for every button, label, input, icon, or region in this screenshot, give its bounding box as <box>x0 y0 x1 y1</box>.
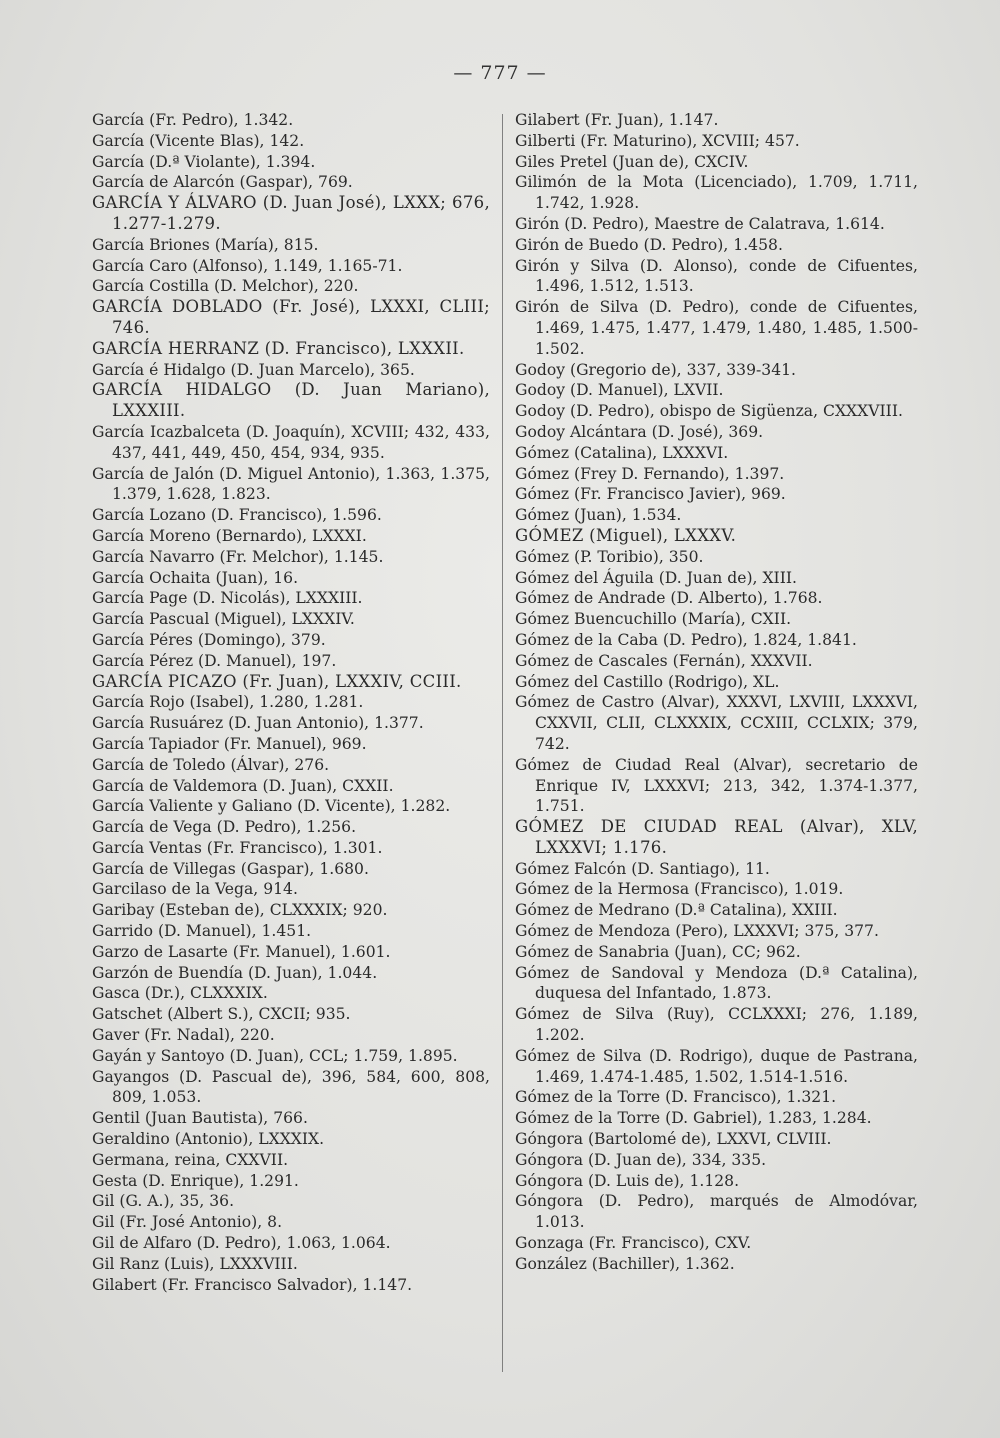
index-entry: Gómez de Andrade (D. Alberto), 1.768. <box>515 589 823 608</box>
index-entry: Gómez de Cascales (Fernán), XXXVII. <box>515 651 813 670</box>
index-entry: Gómez de Sandoval y Mendoza (D.ª Catalina), duquesa del Infantado, 1.873. <box>515 963 918 1003</box>
index-entry: GÓMEZ DE CIUDAD REAL (Alvar), XLV, LXXXVI; 1.176. <box>515 817 918 857</box>
index-entry: Godoy Alcántara (D. José), 369. <box>515 422 764 441</box>
index-entry: Garcilaso de la Vega, 914. <box>92 880 298 899</box>
index-entry: Gilabert (Fr. Francisco Salvador), 1.147. <box>92 1275 413 1294</box>
index-column-left <box>92 110 490 1295</box>
index-entry: García Caro (Alfonso), 1.149, 1.165-71. <box>92 256 403 275</box>
index-entry: García Moreno (Bernardo), LXXXI. <box>92 526 367 545</box>
index-entry: GARCÍA HERRANZ (D. Francisco), LXXXII. <box>92 338 465 358</box>
index-entry: Gómez de Silva (Ruy), CCLXXXI; 276, 1.189, 1.202. <box>515 1005 918 1045</box>
index-entry: Gilberti (Fr. Maturino), XCVIII; 457. <box>515 131 800 150</box>
index-entry: Garzo de Lasarte (Fr. Manuel), 1.601. <box>92 942 391 961</box>
index-entry: Gentil (Juan Bautista), 766. <box>92 1109 308 1128</box>
index-entry: Gilimón de la Mota (Licenciado), 1.709, 1.711, 1.742, 1.928. <box>515 173 918 213</box>
index-entry: Girón (D. Pedro), Maestre de Calatrava, 1.614. <box>515 214 885 233</box>
index-entry: Gómez de Castro (Alvar), XXXVI, LXVIII, LXXXVI, CXXVII, CLII, CLXXXIX, CCXIII, CCLXIX; 379, 742. <box>515 693 918 753</box>
index-entry: Gómez del Castillo (Rodrigo), XL. <box>515 672 780 691</box>
index-entry: García de Toledo (Álvar), 276. <box>92 755 330 774</box>
index-entry: García Rojo (Isabel), 1.280, 1.281. <box>92 693 364 712</box>
index-entry: Góngora (D. Juan de), 334, 335. <box>515 1150 767 1169</box>
index-entry: García Navarro (Fr. Melchor), 1.145. <box>92 547 384 566</box>
index-entry: Góngora (D. Luis de), 1.128. <box>515 1171 740 1190</box>
index-entry: García de Vega (D. Pedro), 1.256. <box>92 818 357 837</box>
index-entry: García Tapiador (Fr. Manuel), 969. <box>92 734 367 753</box>
index-entry: García Pascual (Miguel), LXXXIV. <box>92 610 355 629</box>
index-entry: GARCÍA PICAZO (Fr. Juan), LXXXIV, CCIII. <box>92 671 462 691</box>
index-entry: García Icazbalceta (D. Joaquín), XCVIII; 432, 433, 437, 441, 449, 450, 454, 934, 935. <box>92 422 490 462</box>
index-entry: Gómez (Frey D. Fernando), 1.397. <box>515 464 785 483</box>
index-entry: García de Jalón (D. Miguel Antonio), 1.363, 1.375, 1.379, 1.628, 1.823. <box>92 464 490 504</box>
index-entry: Góngora (Bartolomé de), LXXVI, CLVIII. <box>515 1130 832 1149</box>
index-entry: Gómez (P. Toribio), 350. <box>515 547 704 566</box>
index-entry: Garibay (Esteban de), CLXXXIX; 920. <box>92 901 388 920</box>
index-entry: Gaver (Fr. Nadal), 220. <box>92 1026 275 1045</box>
index-entry: Godoy (D. Manuel), LXVII. <box>515 381 724 400</box>
index-entry: Gayangos (D. Pascual de), 396, 584, 600, 808, 809, 1.053. <box>92 1067 490 1107</box>
index-entry: Gómez de la Caba (D. Pedro), 1.824, 1.841. <box>515 630 857 649</box>
index-entry: Gómez de la Torre (D. Francisco), 1.321. <box>515 1088 837 1107</box>
index-entry: Gómez de Medrano (D.ª Catalina), XXIII. <box>515 901 838 920</box>
index-entry: Gil de Alfaro (D. Pedro), 1.063, 1.064. <box>92 1234 391 1253</box>
index-entry: García Péres (Domingo), 379. <box>92 630 326 649</box>
index-entry: García Pérez (D. Manuel), 197. <box>92 651 337 670</box>
index-entry: GÓMEZ (Miguel), LXXXV. <box>515 525 737 545</box>
index-entry: García de Alarcón (Gaspar), 769. <box>92 173 353 192</box>
index-entry: Gómez (Catalina), LXXXVI. <box>515 443 729 462</box>
index-entry: Girón y Silva (D. Alonso), conde de Cifuentes, 1.496, 1.512, 1.513. <box>515 256 918 296</box>
index-entry: Gasca (Dr.), CLXXXIX. <box>92 984 268 1003</box>
index-entry: Gayán y Santoyo (D. Juan), CCL; 1.759, 1.895. <box>92 1046 458 1065</box>
index-entry: Gilabert (Fr. Juan), 1.147. <box>515 111 719 129</box>
index-entry: GARCÍA HIDALGO (D. Juan Mariano), LXXXIII. <box>92 380 490 421</box>
index-entry: Garzón de Buendía (D. Juan), 1.044. <box>92 963 378 982</box>
index-entry: García de Villegas (Gaspar), 1.680. <box>92 859 369 878</box>
index-entry: García Lozano (D. Francisco), 1.596. <box>92 506 382 525</box>
index-entry: Gómez de Mendoza (Pero), LXXXVI; 375, 377. <box>515 922 879 941</box>
index-entry: García (Vicente Blas), 142. <box>92 131 305 150</box>
index-entry: Góngora (D. Pedro), marqués de Almodóvar, 1.013. <box>515 1192 918 1232</box>
index-entry: Geraldino (Antonio), LXXXIX. <box>92 1130 325 1149</box>
index-entry: García Costilla (D. Melchor), 220. <box>92 277 359 296</box>
index-entry: Girón de Silva (D. Pedro), conde de Cifuentes, 1.469, 1.475, 1.477, 1.479, 1.480, 1.485, 1.500-1.502. <box>515 298 918 358</box>
index-entry: GARCÍA DOBLADO (Fr. José), LXXXI, CLIII; 746. <box>92 297 490 337</box>
index-entry: Gómez de Ciudad Real (Alvar), secretario de Enrique IV, LXXXVI; 213, 342, 1.374-1.377, 1.751. <box>515 755 918 816</box>
index-entry: Girón de Buedo (D. Pedro), 1.458. <box>515 235 783 254</box>
index-entry: Gil (G. A.), 35, 36. <box>92 1192 235 1211</box>
index-entry: Gonzaga (Fr. Francisco), CXV. <box>515 1234 752 1253</box>
index-entry: García Ventas (Fr. Francisco), 1.301. <box>92 838 383 857</box>
index-entry: Gil Ranz (Luis), LXXXVIII. <box>92 1254 298 1273</box>
index-entry: Gómez de Silva (D. Rodrigo), duque de Pastrana, 1.469, 1.474-1.485, 1.502, 1.514-1.516. <box>515 1046 918 1086</box>
index-entry: Giles Pretel (Juan de), CXCIV. <box>515 152 749 171</box>
index-entry: Godoy (D. Pedro), obispo de Sigüenza, CXXXVIII. <box>515 402 903 421</box>
index-entry: Gesta (D. Enrique), 1.291. <box>92 1171 299 1190</box>
index-entry: García Page (D. Nicolás), LXXXIII. <box>92 589 363 608</box>
index-entry: Gómez de Sanabria (Juan), CC; 962. <box>515 942 801 961</box>
index-entry: González (Bachiller), 1.362. <box>515 1254 735 1273</box>
index-entry: Gómez (Fr. Francisco Javier), 969. <box>515 485 786 504</box>
column-divider <box>502 114 503 1372</box>
index-entry: Garrido (D. Manuel), 1.451. <box>92 922 312 941</box>
index-entry: Gómez de la Hermosa (Francisco), 1.019. <box>515 880 844 899</box>
index-entry: García (Fr. Pedro), 1.342. <box>92 111 294 129</box>
index-entry: Gómez (Juan), 1.534. <box>515 506 682 525</box>
index-entry: García Briones (María), 815. <box>92 235 319 254</box>
page-number: — 777 — <box>453 62 547 84</box>
index-entry: Gatschet (Albert S.), CXCII; 935. <box>92 1005 351 1024</box>
index-entry: GARCÍA Y ÁLVARO (D. Juan José), LXXX; 676, 1.277-1.279. <box>92 193 490 233</box>
index-entry: Gómez de la Torre (D. Gabriel), 1.283, 1.284. <box>515 1109 872 1128</box>
index-entry: Germana, reina, CXXVII. <box>92 1150 289 1169</box>
index-entry: García Ochaita (Juan), 16. <box>92 568 299 587</box>
index-entry: García de Valdemora (D. Juan), CXXII. <box>92 776 394 795</box>
index-entry: Gómez Buencuchillo (María), CXII. <box>515 610 792 629</box>
index-entry: Gómez Falcón (D. Santiago), 11. <box>515 859 770 878</box>
index-entry: García (D.ª Violante), 1.394. <box>92 152 316 171</box>
index-entry: García Rusuárez (D. Juan Antonio), 1.377. <box>92 714 424 733</box>
index-entry: García é Hidalgo (D. Juan Marcelo), 365. <box>92 360 415 379</box>
index-entry: Godoy (Gregorio de), 337, 339-341. <box>515 360 796 379</box>
index-entry: Gil (Fr. José Antonio), 8. <box>92 1213 283 1232</box>
index-entry: García Valiente y Galiano (D. Vicente), 1.282. <box>92 797 451 816</box>
index-column-right <box>515 110 918 1275</box>
index-entry: Gómez del Águila (D. Juan de), XIII. <box>515 568 797 587</box>
